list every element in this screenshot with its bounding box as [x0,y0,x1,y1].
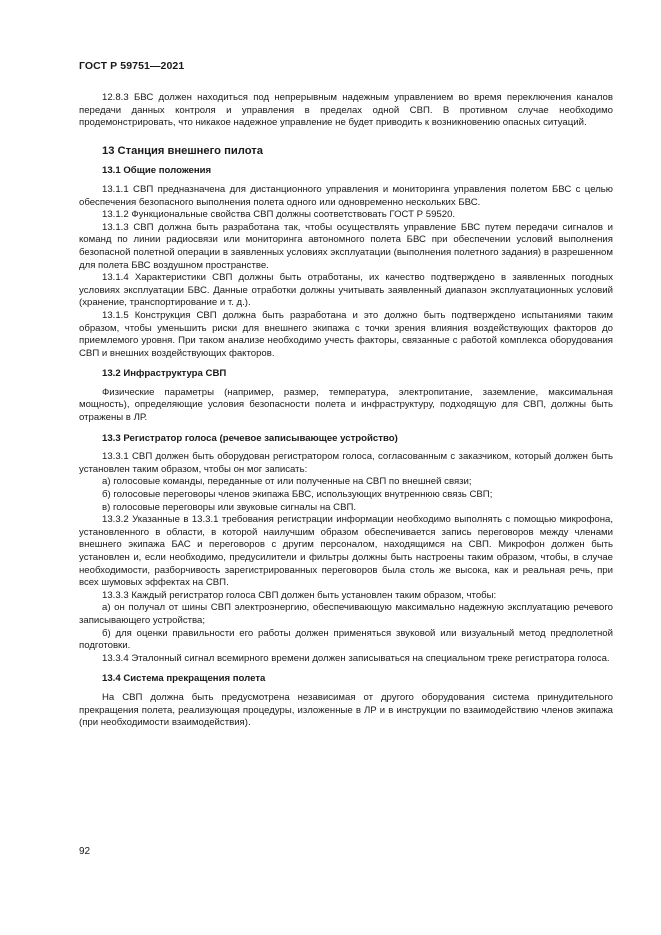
page-number: 92 [79,846,91,857]
list-item-13-3-1-b: б) голосовые переговоры членов экипажа БВС, использующих внутреннюю связь СВП; [102,489,493,501]
paragraph-13-1-3: 13.1.3 СВП должна быть разработана так, чтобы осуществлять управление БВС путем передачи сигналов и команд по линии радиосвязи или мониторинга автономного полета БВС при обеспечении условий выполнения безопасной полетной операции в заявленных условиях эксплуатации (выполнения полетного задания) в разрешенном для полета БВС воздушном пространстве. [79,221,613,271]
paragraph-13-4: На СВП должна быть предусмотрена независимая от другого оборудования система принудительного прекращения полета, реализующая процедуры, изложенные в ЛР и в инструкции по взаимодействию членов экипажа (при необходимости взаимодействия). [79,691,613,729]
paragraph-13-1-1: 13.1.1 СВП предназначена для дистанционного управления и мониторинга управления полетом БВС с целью обеспечения безопасного выполнения полета одного или одновременно нескольких БВС. [79,183,613,208]
list-item-13-3-1-c: в) голосовые переговоры или звуковые сигналы на СВП. [102,501,357,513]
paragraph-13-1-5: 13.1.5 Конструкция СВП должна быть разработана и это должно быть подтверждено испытаниями таким образом, чтобы уменьшить риски для внешнего экипажа с точки зрения влияния воздействующих факторов до приемлемого уровня. При таком анализе необходимо учесть факторы, связанные с работой комплекса оборудования СВП и внешних воздействующих факторов. [79,309,613,359]
paragraph-12-8-3: 12.8.3 БВС должен находиться под непрерывным надежным управлением во время переключения каналов передачи данных контроля и управления в пределах одной СВП. В противном случае необходимо продемонстрировать, что никакое надежное управление не будет приводить к возникновению опасных ситуаций. [79,92,613,129]
section-13-1-heading: 13.1 Общие положения [102,165,212,177]
paragraph-13-3-2: 13.3.2 Указанные в 13.3.1 требования регистрации информации необходимо выполнять с помощью микрофона, установленного в области, в которой наилучшим образом обеспечивается запись переговоров между членами внешнего экипажа БАС и переговоров с другим персоналом, находящимся на СВП. Микрофон должен быть установлен и, если необходимо, предусилители и фильтры должны быть настроены таким образом, чтобы, в случае необходимости, разборчивость зарегистрированных переговоров была столь же высока, как и реальная речь, при всех шумовых эффектах на СВП. [79,514,613,589]
section-13-2-heading: 13.2 Инфраструктура СВП [102,368,227,380]
section-13-4-heading: 13.4 Система прекращения полета [102,673,266,685]
paragraph-13-1-4: 13.1.4 Характеристики СВП должны быть отработаны, их качество подтверждено в заявленных погодных условиях эксплуатации БВС. Данные отработки должны учитывать заявленный диапазон эксплуатационных условий (хранение, транспортирование и т. д.). [79,272,613,309]
paragraph-13-3-3: 13.3.3 Каждый регистратор голоса СВП должен быть установлен таким образом, чтобы: [102,589,497,601]
document-header: ГОСТ Р 59751—2021 [79,60,185,72]
list-item-13-3-3-b: б) для оценки правильности его работы должен применяться звуковой или визуальный метод предполетной подготовки. [79,627,613,652]
paragraph-13-1-2: 13.1.2 Функциональные свойства СВП должны соответствовать ГОСТ Р 59520. [102,209,456,221]
section-13-3-heading: 13.3 Регистратор голоса (речевое записывающее устройство) [102,432,398,444]
list-item-13-3-1-a: а) голосовые команды, переданные от или полученные на СВП по внешней связи; [102,476,472,488]
paragraph-13-3-1: 13.3.1 СВП должен быть оборудован регистратором голоса, согласованным с заказчиком, который должен быть установлен таким образом, чтобы он мог записать: [79,451,613,475]
paragraph-13-3-4: 13.3.4 Эталонный сигнал всемирного времени должен записываться на специальном треке регистратора голоса. [102,652,610,664]
document-body [79,92,613,730]
section-13-heading: 13 Станция внешнего пилота [102,144,263,157]
paragraph-13-2: Физические параметры (например, размер, температура, электропитание, заземление, максимальная мощность), определяющие условия безопасности полета и инфраструктуру, подходящую для СВП, должны быть отражены в ЛР. [79,386,613,424]
list-item-13-3-3-a: а) он получал от шины СВП электроэнергию, обеспечивающую максимально надежную эксплуатацию речевого записывающего устройства; [79,602,613,626]
